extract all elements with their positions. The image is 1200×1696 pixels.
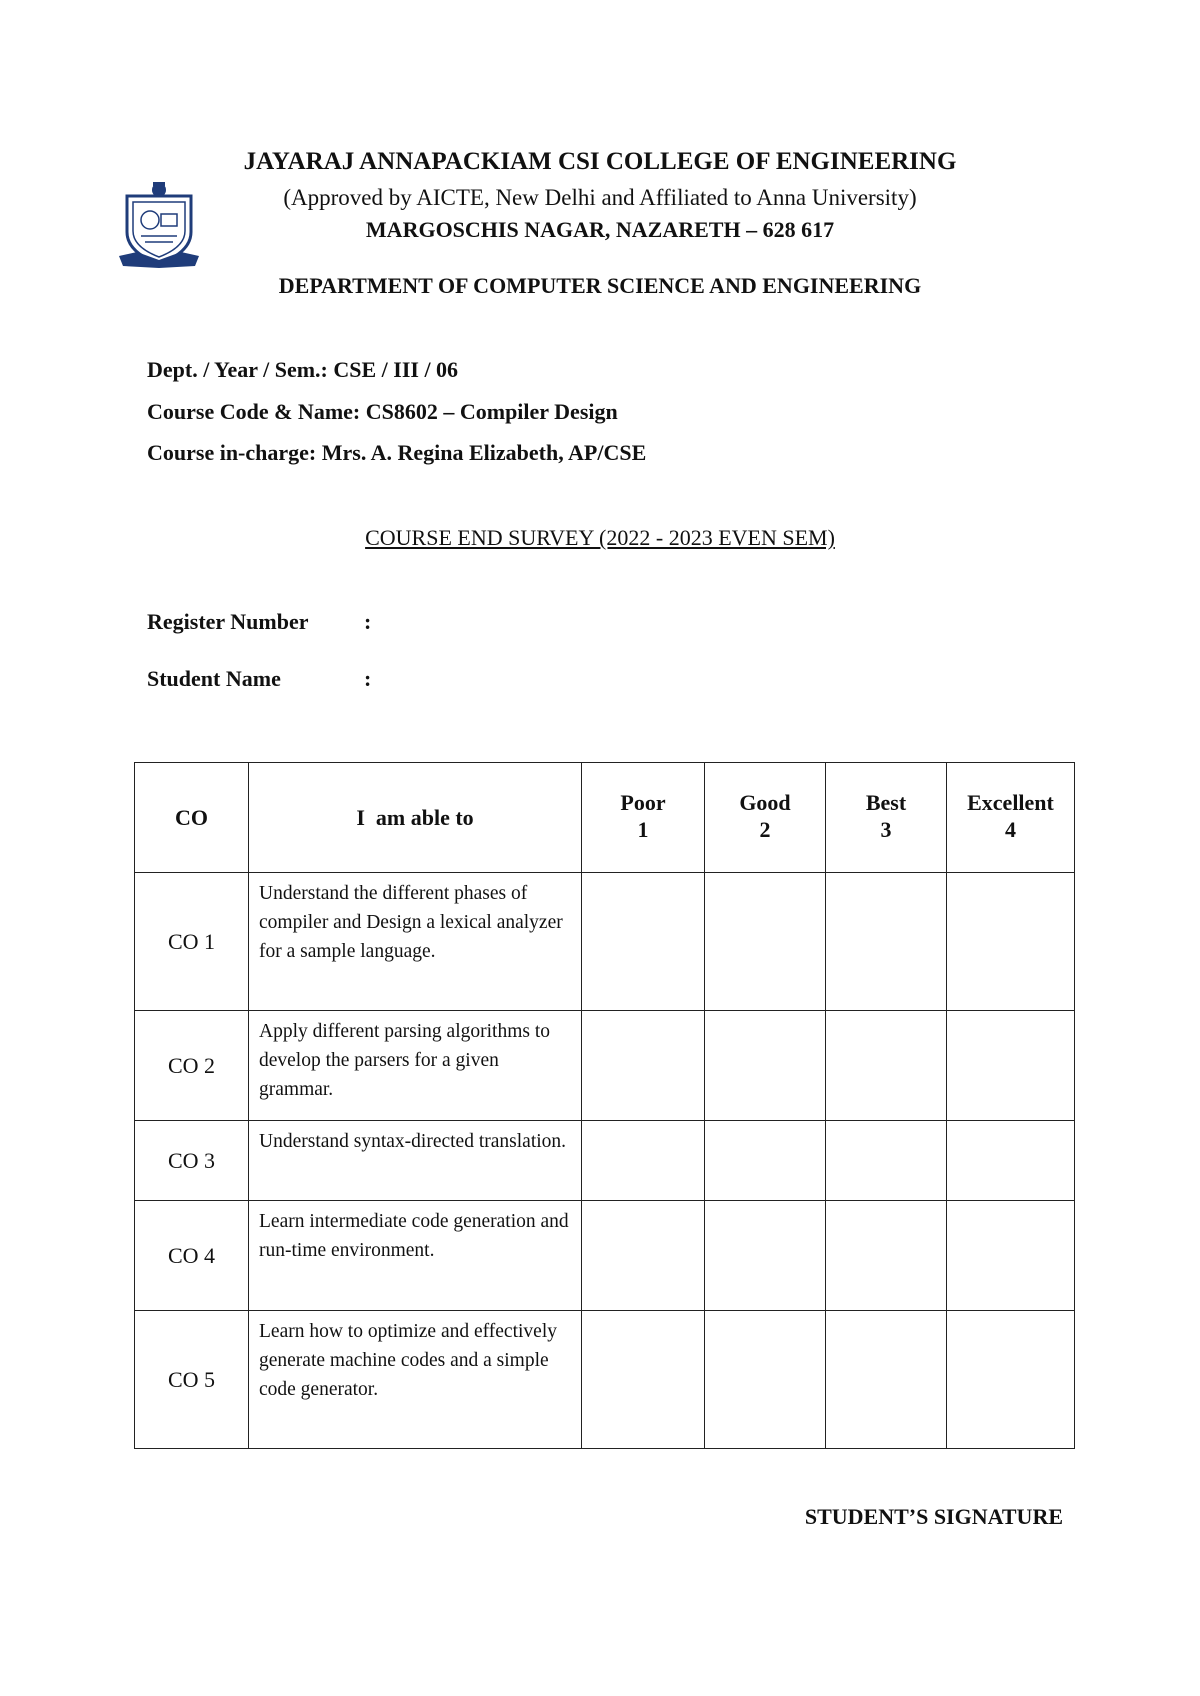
rating-cell-best[interactable] — [826, 1011, 947, 1121]
rating-cell-good[interactable] — [705, 1011, 826, 1121]
rating-cell-poor[interactable] — [582, 1011, 705, 1121]
table-header-row — [135, 763, 1075, 873]
header-best — [826, 763, 947, 873]
header-good — [705, 763, 826, 873]
table-row — [135, 1121, 1075, 1201]
rating-cell-excellent[interactable] — [947, 873, 1075, 1011]
college-address: MARGOSCHIS NAGAR, NAZARETH – 628 617 — [365, 217, 835, 242]
co-description: Learn intermediate code generation and run-time environment. — [249, 1201, 582, 1311]
rating-cell-excellent[interactable] — [947, 1311, 1075, 1449]
header-able-to: I am able to — [249, 763, 582, 873]
rating-label: Excellent — [967, 790, 1054, 815]
course-code-name: Course Code & Name: CS8602 – Compiler Design — [147, 399, 618, 424]
rating-value: 4 — [1005, 817, 1016, 842]
co-description: Apply different parsing algorithms to develop the parsers for a given grammar. — [249, 1011, 582, 1121]
rating-cell-excellent[interactable] — [947, 1201, 1075, 1311]
rating-cell-poor[interactable] — [582, 873, 705, 1011]
rating-cell-poor[interactable] — [582, 1201, 705, 1311]
rating-value: 2 — [759, 817, 771, 842]
register-number-colon: : — [364, 609, 372, 634]
department-title: DEPARTMENT OF COMPUTER SCIENCE AND ENGINEERING — [278, 273, 922, 298]
survey-table — [134, 762, 1075, 1449]
co-label: CO 2 — [135, 1011, 249, 1121]
rating-cell-good[interactable] — [705, 1201, 826, 1311]
co-label: CO 3 — [135, 1121, 249, 1201]
co-label: CO 5 — [135, 1311, 249, 1449]
survey-title: COURSE END SURVEY (2022 - 2023 EVEN SEM) — [365, 525, 835, 550]
student-signature-label: STUDENT’S SIGNATURE — [804, 1504, 1063, 1529]
table-row — [135, 873, 1075, 1011]
header-co: CO — [135, 763, 249, 873]
course-incharge: Course in-charge: Mrs. A. Regina Elizabeth, AP/CSE — [147, 440, 647, 465]
table-row — [135, 1311, 1075, 1449]
rating-cell-good[interactable] — [705, 873, 826, 1011]
rating-cell-best[interactable] — [826, 1201, 947, 1311]
approval-line: (Approved by AICTE, New Delhi and Affiliated to Anna University) — [283, 185, 917, 210]
register-number-label: Register Number — [147, 609, 309, 634]
rating-cell-best[interactable] — [826, 873, 947, 1011]
rating-label: Good — [739, 790, 791, 815]
rating-value: 1 — [637, 817, 649, 842]
co-label: CO 4 — [135, 1201, 249, 1311]
rating-cell-good[interactable] — [705, 1311, 826, 1449]
header-poor — [582, 763, 705, 873]
rating-cell-best[interactable] — [826, 1311, 947, 1449]
header-excellent — [947, 763, 1075, 873]
rating-label: Poor — [620, 790, 666, 815]
rating-cell-excellent[interactable] — [947, 1121, 1075, 1201]
rating-cell-poor[interactable] — [582, 1121, 705, 1201]
rating-value: 3 — [880, 817, 892, 842]
rating-label: Best — [865, 790, 907, 815]
co-label: CO 1 — [135, 873, 249, 1011]
table-row — [135, 1201, 1075, 1311]
co-description: Understand syntax-directed translation. — [249, 1121, 582, 1201]
rating-cell-poor[interactable] — [582, 1311, 705, 1449]
student-name-colon: : — [364, 666, 372, 691]
rating-cell-best[interactable] — [826, 1121, 947, 1201]
dept-year-sem: Dept. / Year / Sem.: CSE / III / 06 — [147, 357, 459, 382]
rating-cell-good[interactable] — [705, 1121, 826, 1201]
student-name-label: Student Name — [147, 666, 281, 691]
co-description: Learn how to optimize and effectively generate machine codes and a simple code generator. — [249, 1311, 582, 1449]
table-row — [135, 1011, 1075, 1121]
rating-cell-excellent[interactable] — [947, 1011, 1075, 1121]
college-name: JAYARAJ ANNAPACKIAM CSI COLLEGE OF ENGINEERING — [243, 148, 957, 175]
co-description: Understand the different phases of compiler and Design a lexical analyzer for a sample language. — [249, 873, 582, 1011]
